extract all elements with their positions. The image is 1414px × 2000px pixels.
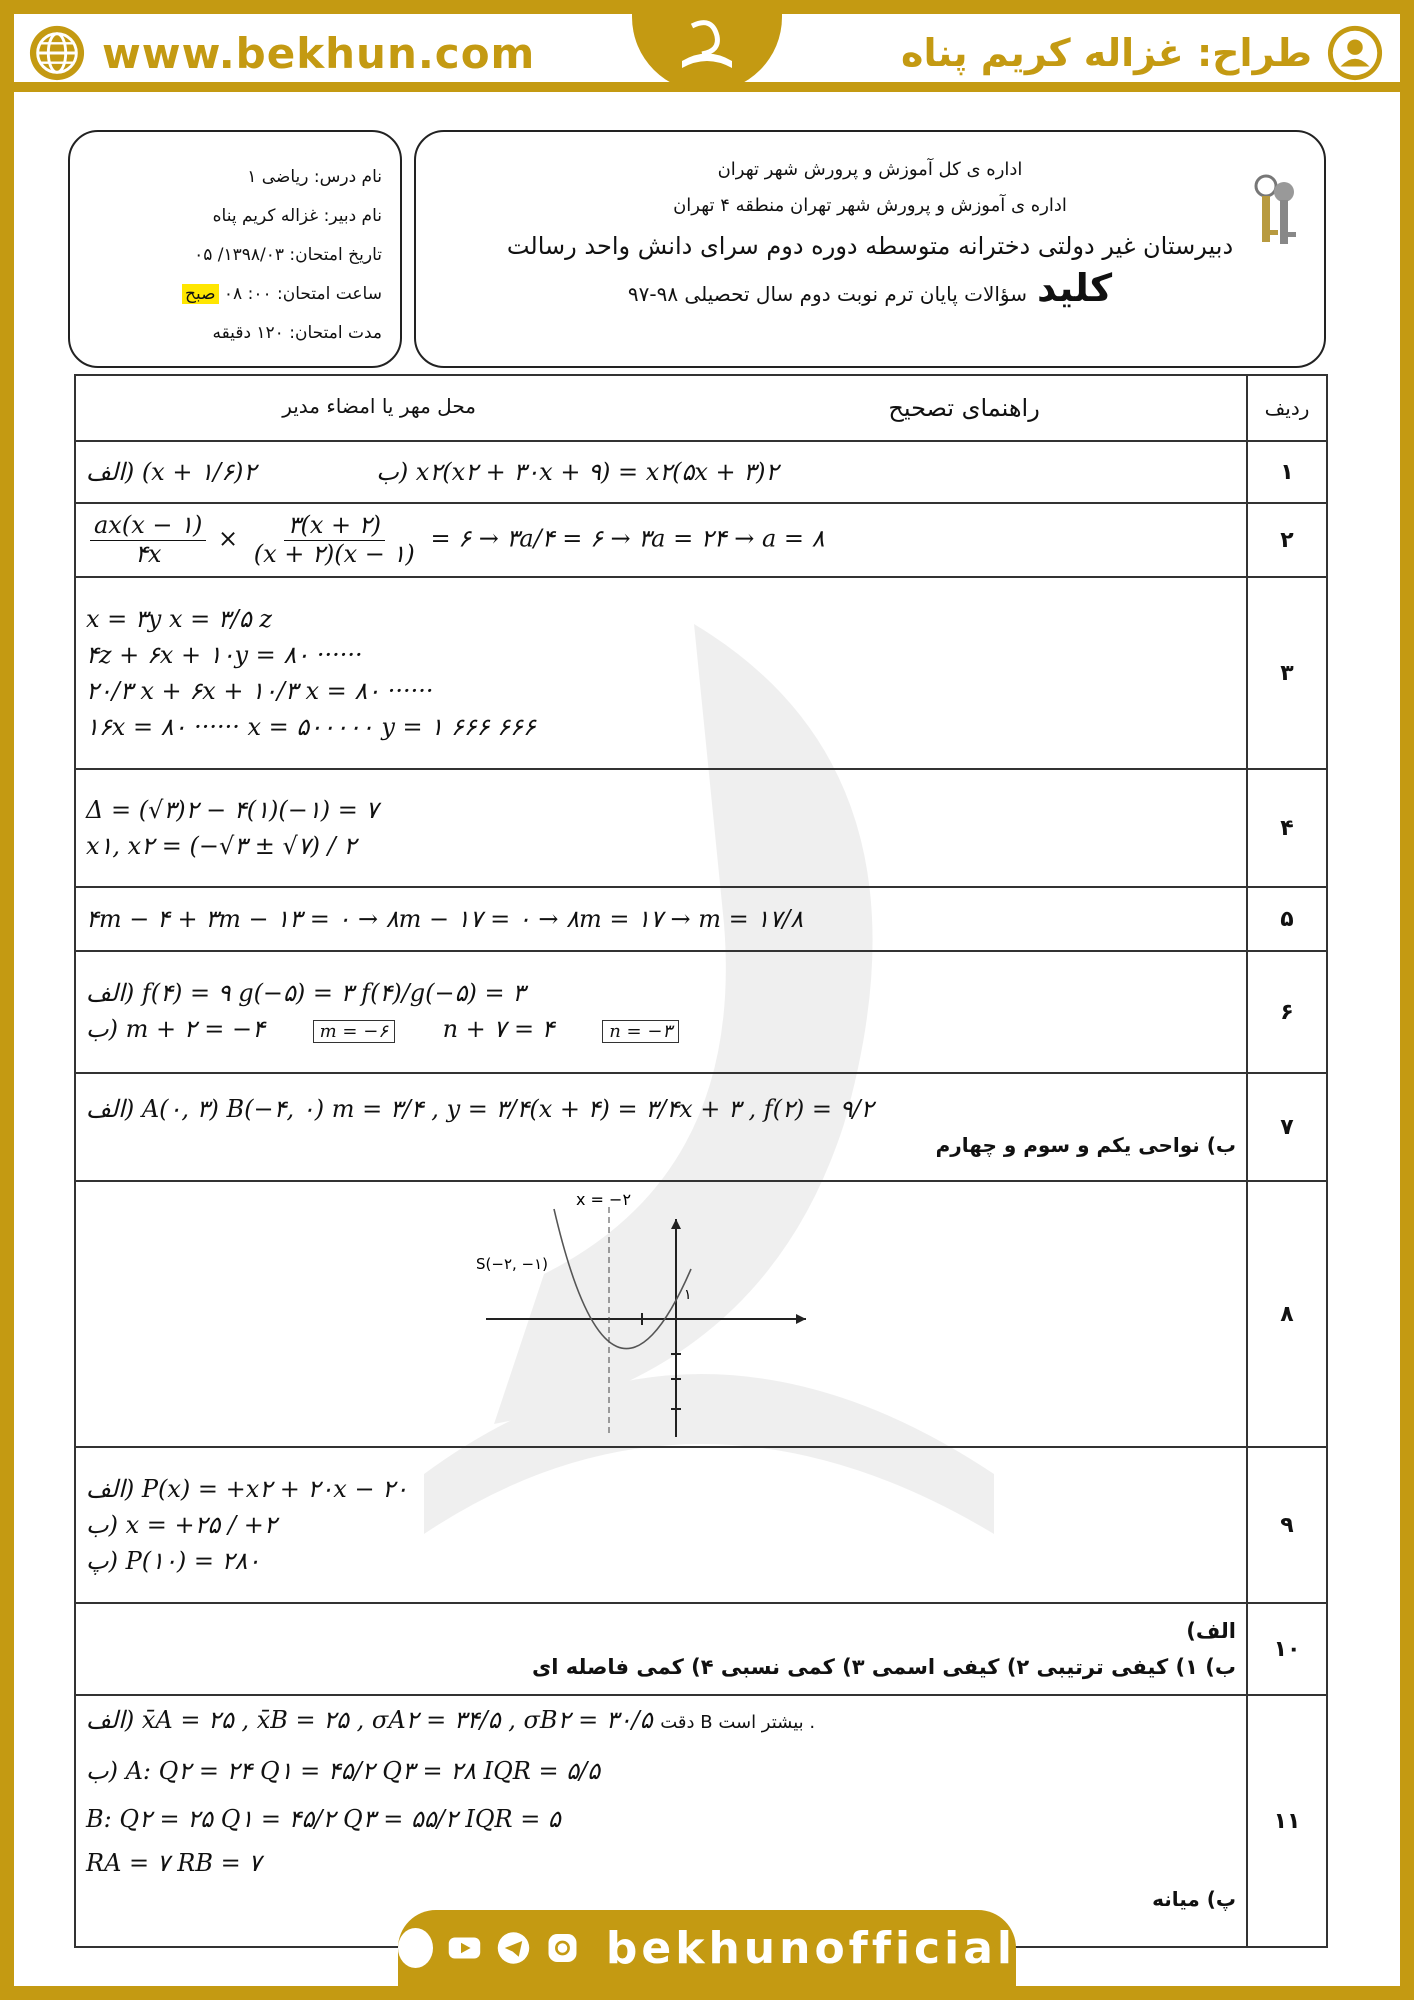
answer-table (74, 374, 1328, 1948)
table-row: $\frac{ax(x - ۱)}{۴x}$ × $\frac{۳(x + ۲)}{(x + ۲)(x - ۱)}$ = ۶ → ۳a/۴ = ۶ → ۳a = ۲۴ → a = ۸ ۲ (75, 503, 1327, 577)
table-row: الف) A(۰, ۳) B(−۴, ۰) m = ۳/۴ , y = ۳/۴(x + ۴) = ۳/۴x + ۳ , f(۲) = ۹/۲ ب) نواحی یکم و سوم و چهارم ۷ (75, 1073, 1327, 1181)
teacher-name: نام دبیر: غزاله کریم پناه (212, 206, 382, 226)
brand-logo (632, 0, 782, 92)
site-url[interactable]: www.bekhun.com (102, 28, 536, 78)
social-footer (398, 1910, 1016, 1986)
exam-title: کلیدسؤالات پایان ترم نوبت دوم سال تحصیلی ۹۸-۹۷ (627, 266, 1113, 310)
vertex-label: S(−۲, −۱) (476, 1255, 549, 1273)
table-row: الف) f(۴) = ۹ g(−۵) = ۳ f(۴)/g(−۵) = ۳ ب) m + ۲ = −۴ m = −۶ n + ۷ = ۴ n = −۳ ۶ (75, 951, 1327, 1073)
youtube-icon[interactable] (447, 1928, 482, 1968)
col-guide: راهنمای تصحیح (888, 394, 1040, 422)
school-name: دبیرستان غیر دولتی دخترانه متوسطه دوره دوم سرای دانش واحد رسالت (506, 232, 1234, 260)
table-row: الف) (x + ۱/۶)۲ ب) x۲(x۲ + ۳۰x + ۹) = x۲(۵x + ۳)۲ ۱ (75, 441, 1327, 503)
exam-duration: مدت امتحان: ۱۲۰ دقیقه (212, 323, 382, 343)
exam-time: ساعت امتحان: ۰۰: ۰۸ صبح (86, 275, 382, 314)
user-icon (1326, 24, 1384, 82)
table-row: الف) P(x) = +x۲ + ۲۰x − ۲۰ ب) x = +۲۵ / +۲ پ) P(۱۰) = ۲۸۰ ۹ (75, 1447, 1327, 1603)
table-row: x = −۲ ۱ S(−۲, −۱) ۸ (75, 1181, 1327, 1447)
social-icon[interactable] (398, 1928, 433, 1968)
book-logo-icon (672, 16, 742, 76)
boxed-answer: n = −۳ (602, 1020, 679, 1043)
keys-icon (1244, 172, 1304, 252)
table-header-row (75, 375, 1327, 441)
globe-icon (28, 24, 86, 82)
exam-date: تاریخ امتحان: ۱۳۹۸/۰۳/ ۰۵ (194, 245, 382, 265)
top-banner (14, 14, 1400, 92)
col-row: ردیف (1247, 375, 1327, 441)
telegram-icon[interactable] (496, 1928, 531, 1968)
table-row: x = ۳y x = ۳/۵ z ۴z + ۶x + ۱۰y = ۸۰ ······ ۲۰/۳ x + ۶x + ۱۰/۳ x = ۸۰ ······ ۱۶x = ۸۰ ······ x = ۵۰۰۰۰۰ y = ۱ ۶۶۶ ۶۶۶ ۳ (75, 577, 1327, 769)
course-name: نام درس: ریاضی ۱ (247, 167, 382, 187)
author-name: طراح: غزاله کریم پناه (901, 31, 1312, 75)
table-row: Δ = (√۳)۲ − ۴(۱)(−۱) = ۷ x۱, x۲ = (−√۳ ± √۷) / ۲ ۴ (75, 769, 1327, 887)
author-block (901, 24, 1384, 82)
intercept-label: ۱ (684, 1287, 692, 1303)
school-header-box (414, 130, 1326, 368)
parabola-graph (476, 1189, 896, 1439)
site-link[interactable] (28, 24, 535, 82)
boxed-answer: m = −۶ (313, 1020, 395, 1043)
col-sign: محل مهر یا امضاء مدیر (282, 394, 476, 418)
table-row: الف) x̄A = ۲۵ , x̄B = ۲۵ , σA۲ = ۳۴/۵ , σB۲ = ۳۰/۵ دقت B بیشتر است . ب) A: Q۲ = ۲۴ Q۱ = ۴۵/۲ Q۳ = ۲۸ IQR = ۵/۵ B: Q۲ = ۲۵ Q۱ = ۴۵/۲ Q۳ = ۵۵/۲ IQR = ۵ RA = ۷ RB = ۷ پ) میانه ۱۱ (75, 1695, 1327, 1947)
header-line-1: اداره ی کل آموزش و پرورش شهر تهران (717, 159, 1023, 180)
axis-label: x = −۲ (576, 1190, 632, 1209)
page (14, 14, 1400, 1986)
time-highlight: صبح (182, 284, 219, 304)
social-handle[interactable]: bekhunofficial (605, 1922, 1016, 1974)
table-row: ۴m − ۴ + ۳m − ۱۳ = ۰ → ۸m − ۱۷ = ۰ → ۸m = ۱۷ → m = ۱۷/۸ ۵ (75, 887, 1327, 951)
table-row: الف) ب) ۱) کیفی ترتیبی ۲) کیفی اسمی ۳) کمی نسبی ۴) کمی فاصله ای ۱۰ (75, 1603, 1327, 1695)
header-line-2: اداره ی آموزش و پرورش شهر تهران منطقه ۴ تهران (673, 195, 1067, 216)
instagram-icon[interactable] (545, 1928, 580, 1968)
exam-info-box (68, 130, 402, 368)
key-label: کلید (1037, 266, 1113, 310)
